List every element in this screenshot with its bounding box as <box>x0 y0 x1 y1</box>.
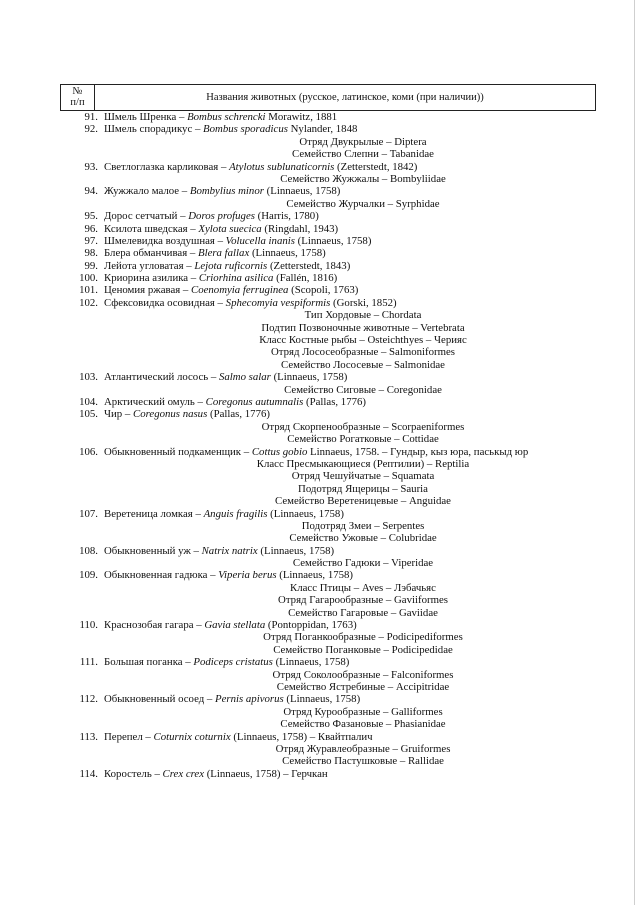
taxon-text: Семейство Фазановые – Phasianidae <box>280 718 446 731</box>
common-name: Большая поганка – <box>104 656 194 669</box>
taxon-heading <box>60 631 596 643</box>
species-row <box>60 768 596 780</box>
latin-name: Blera fallax <box>197 247 250 260</box>
taxon-text: Семейство Сиговые – Coregonidae <box>284 383 442 396</box>
species-row <box>60 223 596 235</box>
document-page <box>60 84 596 780</box>
species-text <box>98 446 534 458</box>
authority: (Scopoli, 1763) <box>288 284 359 297</box>
authority: (Linnaeus, 1758) – Герчкан <box>204 767 328 780</box>
species-row <box>60 272 596 284</box>
species-text <box>98 656 534 668</box>
species-row <box>60 371 596 383</box>
common-name: Атлантический лосось – <box>104 371 219 384</box>
authority: (Linnaeus, 1758) <box>272 656 350 669</box>
taxon-heading <box>60 681 596 693</box>
authority: (Pontoppidan, 1763) <box>265 619 357 632</box>
taxon-heading <box>60 557 596 569</box>
authority: (Harris, 1780) <box>254 210 319 223</box>
number-abbrev: п/п <box>70 97 85 108</box>
taxon-heading <box>60 384 596 396</box>
species-text <box>98 111 534 123</box>
taxon-text: Отряд Чешуйчатые – Squamata <box>291 470 435 483</box>
taxon-heading <box>60 644 596 656</box>
latin-name: Xylota suecica <box>198 222 262 235</box>
species-text <box>98 297 534 309</box>
species-row <box>60 123 596 135</box>
taxon-text: Семейство Лососевые – Salmonidae <box>281 358 445 371</box>
authority: (Pallas, 1776) <box>303 395 367 408</box>
authority: (Pallas, 1776) <box>207 408 270 421</box>
row-number: 94. <box>84 185 98 198</box>
common-name: Перепел – <box>104 730 154 743</box>
species-row <box>60 247 596 259</box>
authority: (Linnaeus, 1758) <box>270 371 348 384</box>
species-row <box>60 408 596 420</box>
common-name: Обыкновенный подкаменщик – <box>104 445 252 458</box>
row-number: 92. <box>84 123 98 136</box>
species-row <box>60 569 596 581</box>
taxon-heading <box>60 198 596 210</box>
row-number: 97. <box>84 234 98 247</box>
row-number: 110. <box>79 619 98 632</box>
authority: (Linnaeus, 1758) <box>283 693 361 706</box>
row-number: 114. <box>79 767 98 780</box>
taxon-text: Семейство Ужовые – Colubridae <box>289 532 437 545</box>
row-number: 108. <box>79 544 98 557</box>
taxon-text: Отряд Журавлеобразные – Gruiformes <box>275 742 451 755</box>
species-text <box>98 619 534 631</box>
taxon-text: Отряд Поганкообразные – Podicipediformes <box>263 631 463 644</box>
species-row <box>60 446 596 458</box>
taxon-text: Семейство Пастушковые – Rallidae <box>282 755 444 768</box>
taxon-text: Семейство Веретеницевые – Anguidae <box>275 495 451 508</box>
common-name: Шмель спорадикус – <box>104 123 204 136</box>
latin-name: Gavia stellata <box>204 619 266 632</box>
authority: (Linnaeus, 1758) <box>276 569 354 582</box>
latin-name: Coturnix coturnix <box>153 730 231 743</box>
species-row <box>60 731 596 743</box>
row-number: 107. <box>79 507 98 520</box>
taxon-heading <box>60 755 596 767</box>
row-number: 99. <box>84 259 98 272</box>
taxon-heading <box>60 594 596 606</box>
common-name: Краснозобая гагара – <box>104 619 205 632</box>
common-name: Лейота угловатая – <box>104 259 195 272</box>
species-row <box>60 260 596 272</box>
taxon-text: Отряд Лососеобразные – Salmoniformes <box>270 346 456 359</box>
authority: (Linnaeus, 1758) <box>263 185 341 198</box>
authority: (Zetterstedt, 1843) <box>267 259 351 272</box>
row-number: 96. <box>84 222 98 235</box>
taxon-text: Подотряд Змеи – Serpentes <box>301 519 425 532</box>
taxon-heading <box>60 607 596 619</box>
latin-name: Pernis apivorus <box>215 693 284 706</box>
taxon-text: Семейство Рогатковые – Cottidae <box>287 433 439 446</box>
common-name: Шмель Шренка – <box>104 111 188 123</box>
names-column-header: Названия животных (русское, латинское, коми (при наличии)) <box>206 92 484 103</box>
latin-name: Cottus gobio <box>251 445 308 458</box>
taxon-heading <box>60 718 596 730</box>
species-row <box>60 508 596 520</box>
species-text <box>98 210 534 222</box>
taxon-text: Отряд Скорпенообразные – Scorpaeniformes <box>261 420 465 433</box>
species-row <box>60 284 596 296</box>
taxon-heading <box>60 532 596 544</box>
authority: Nylander, 1848 <box>287 123 358 136</box>
authority: (Linnaeus, 1758) – Квайтпалич <box>230 730 373 743</box>
row-number: 113. <box>79 730 98 743</box>
common-name: Обыкновенный уж – <box>104 544 202 557</box>
taxon-text: Класс Костные рыбы – Osteichthyes – Черияс <box>259 334 467 347</box>
latin-name: Volucella inanis <box>225 234 295 247</box>
latin-name: Natrix natrix <box>201 544 258 557</box>
taxon-text: Семейство Журчалки – Syrphidae <box>286 197 440 210</box>
taxon-text: Отряд Гагарообразные – Gaviiformes <box>278 594 448 607</box>
taxon-text: Семейство Ястребиные – Accipitridae <box>276 680 450 693</box>
species-text <box>98 371 534 383</box>
latin-name: Coenomyia ferruginea <box>191 284 289 297</box>
taxon-text: Класс Пресмыкающиеся (Рептилии) – Reptilia <box>256 457 470 470</box>
latin-name: Doros profuges <box>188 210 255 223</box>
latin-name: Bombus schrencki <box>187 111 266 123</box>
taxon-heading <box>60 520 596 532</box>
species-text <box>98 260 534 272</box>
authority: Linnaeus, 1758. – Гундыр, кыз юра, паськыд юр <box>307 445 529 458</box>
taxon-heading <box>60 359 596 371</box>
taxon-heading <box>60 669 596 681</box>
species-row <box>60 545 596 557</box>
row-number: 104. <box>79 395 98 408</box>
species-text <box>98 408 534 420</box>
species-text <box>98 768 534 780</box>
authority: (Zetterstedt, 1842) <box>334 160 418 173</box>
authority: (Fallén, 1816) <box>273 272 338 285</box>
species-row <box>60 693 596 705</box>
number-symbol: № <box>72 86 83 97</box>
latin-name: Anguis fragilis <box>203 507 268 520</box>
species-row <box>60 111 596 123</box>
taxon-text: Подотряд Ящерицы – Sauria <box>298 482 428 495</box>
species-text <box>98 508 534 520</box>
species-text <box>98 569 534 581</box>
row-number: 100. <box>79 272 98 285</box>
species-row <box>60 619 596 631</box>
latin-name: Crex crex <box>162 767 205 780</box>
authority: (Ringdahl, 1943) <box>261 222 339 235</box>
taxon-text: Семейство Поганковые – Podicipedidae <box>273 643 453 656</box>
species-text <box>98 693 534 705</box>
taxon-text: Семейство Гадюки – Viperidae <box>292 557 434 570</box>
common-name: Арктический омуль – <box>104 395 206 408</box>
common-name: Обыкновенная гадюка – <box>104 569 219 582</box>
common-name: Чир – <box>104 408 133 421</box>
latin-name: Podiceps cristatus <box>193 656 273 669</box>
latin-name: Bombus sporadicus <box>203 123 288 136</box>
table-header <box>60 84 596 111</box>
taxon-text: Отряд Соколообразные – Falconiformes <box>272 668 454 681</box>
common-name: Блера обманчивая – <box>104 247 198 260</box>
species-row <box>60 185 596 197</box>
common-name: Шмелевидка воздушная – <box>104 234 226 247</box>
number-column-header <box>61 85 95 110</box>
species-text <box>98 223 534 235</box>
species-text <box>98 247 534 259</box>
latin-name: Viperia berus <box>218 569 277 582</box>
taxon-heading <box>60 433 596 445</box>
common-name: Сфексовидка осовидная – <box>104 296 226 309</box>
taxon-text: Класс Птицы – Aves – Лэбачьяс <box>290 581 436 594</box>
species-text <box>98 396 534 408</box>
common-name: Ценомия ржавая – <box>104 284 191 297</box>
authority: (Linnaeus, 1758) <box>267 507 344 520</box>
species-list <box>60 111 596 780</box>
row-number: 112. <box>79 693 98 706</box>
species-text <box>98 235 534 247</box>
taxon-heading <box>60 309 596 321</box>
taxon-heading <box>60 346 596 358</box>
taxon-heading <box>60 136 596 148</box>
latin-name: Bombylius minor <box>189 185 264 198</box>
taxon-heading <box>60 483 596 495</box>
authority: (Linnaeus, 1758) <box>249 247 326 260</box>
taxon-text: Семейство Гагаровые – Gaviidae <box>288 606 438 619</box>
taxon-text: Тип Хордовые – Chordata <box>304 309 422 322</box>
taxon-text: Семейство Жужжалы – Bombyliidae <box>280 172 446 185</box>
common-name: Обыкновенный осоед – <box>104 693 216 706</box>
row-number: 111. <box>79 656 98 669</box>
row-number: 93. <box>84 160 98 173</box>
latin-name: Atylotus sublunaticornis <box>229 160 335 173</box>
taxon-heading <box>60 322 596 334</box>
species-row <box>60 297 596 309</box>
taxon-heading <box>60 334 596 346</box>
species-row <box>60 235 596 247</box>
row-number: 98. <box>84 247 98 260</box>
common-name: Криорина азилика – <box>104 272 199 285</box>
latin-name: Coregonus nasus <box>133 408 208 421</box>
latin-name: Salmo salar <box>218 371 271 384</box>
taxon-heading <box>60 421 596 433</box>
latin-name: Lejota ruficornis <box>194 259 268 272</box>
row-number: 91. <box>84 111 98 123</box>
latin-name: Coregonus autumnalis <box>205 395 304 408</box>
taxon-heading <box>60 495 596 507</box>
taxon-heading <box>60 470 596 482</box>
taxon-heading <box>60 582 596 594</box>
common-name: Светлоглазка карликовая – <box>104 160 230 173</box>
taxon-heading <box>60 173 596 185</box>
taxon-text: Отряд Двукрылые – Diptera <box>299 135 427 148</box>
taxon-text: Отряд Курообразные – Galliformes <box>283 705 443 718</box>
row-number: 105. <box>79 408 98 421</box>
row-number: 106. <box>79 445 98 458</box>
row-number: 95. <box>84 210 98 223</box>
taxon-heading <box>60 458 596 470</box>
species-text <box>98 123 534 135</box>
row-number: 102. <box>79 296 98 309</box>
taxon-text: Подтип Позвоночные животные – Vertebrata <box>261 321 465 334</box>
common-name: Дорос сетчатый – <box>104 210 189 223</box>
species-text <box>98 284 534 296</box>
common-name: Жужжало малое – <box>104 185 190 198</box>
row-number: 101. <box>79 284 98 297</box>
authority: (Linnaeus, 1758) <box>257 544 335 557</box>
row-number: 109. <box>79 569 98 582</box>
common-name: Ксилота шведская – <box>104 222 199 235</box>
latin-name: Criorhina asilica <box>198 272 274 285</box>
latin-name: Sphecomyia vespiformis <box>225 296 331 309</box>
authority: (Gorski, 1852) <box>330 296 397 309</box>
authority: Morawitz, 1881 <box>265 111 338 123</box>
species-text <box>98 272 534 284</box>
species-text <box>98 161 534 173</box>
taxon-heading <box>60 706 596 718</box>
species-text <box>98 185 534 197</box>
species-text <box>98 545 534 557</box>
authority: (Linnaeus, 1758) <box>294 234 372 247</box>
species-row <box>60 161 596 173</box>
row-number: 103. <box>79 371 98 384</box>
common-name: Коростель – <box>104 767 163 780</box>
taxon-heading <box>60 148 596 160</box>
species-row <box>60 396 596 408</box>
taxon-text: Семейство Слепни – Tabanidae <box>292 148 434 161</box>
common-name: Веретеница ломкая – <box>104 507 204 520</box>
taxon-heading <box>60 743 596 755</box>
species-row <box>60 656 596 668</box>
species-text <box>98 731 534 743</box>
species-row <box>60 210 596 222</box>
